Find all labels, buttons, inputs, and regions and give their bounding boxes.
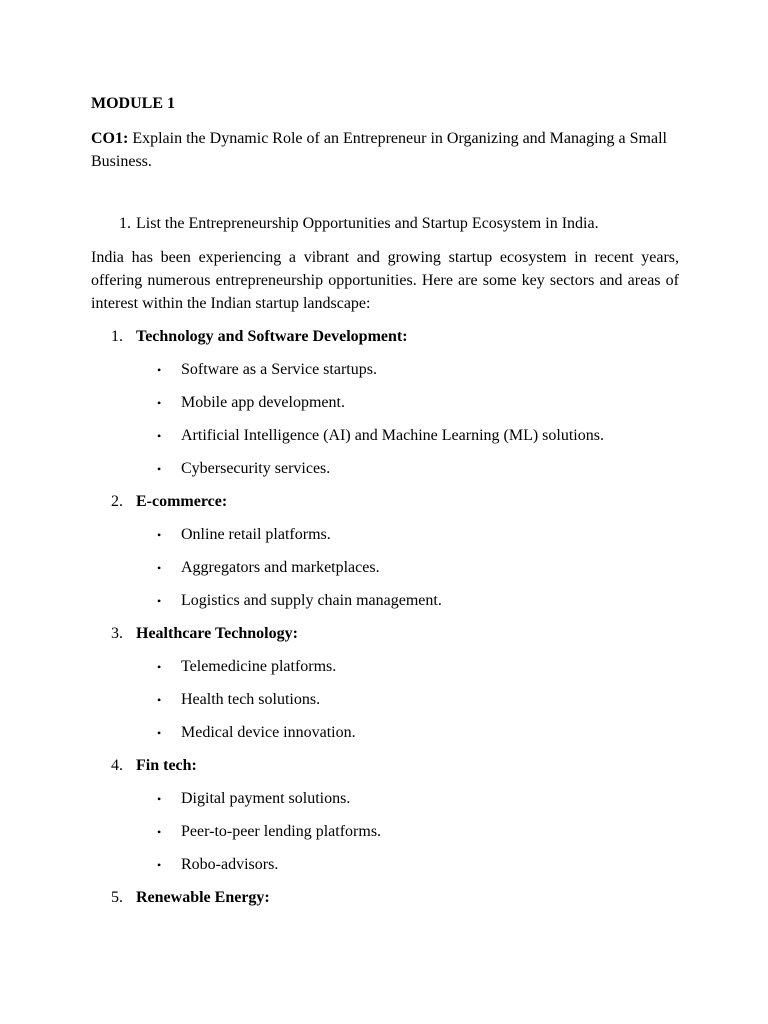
bullet-icon: • — [157, 825, 162, 839]
bullet-item — [91, 722, 679, 744]
bullet-text: Cybersecurity services. — [181, 460, 331, 477]
sector-bullet-list — [91, 524, 679, 612]
bullet-icon: • — [157, 561, 162, 575]
bullet-item — [91, 689, 679, 711]
bullet-text: Mobile app development. — [181, 394, 345, 411]
bullet-text: Logistics and supply chain management. — [181, 592, 442, 609]
bullet-item — [91, 656, 679, 678]
sector-bullet-list — [91, 359, 679, 480]
question-text: List the Entrepreneurship Opportunities and Startup Ecosystem in India. — [136, 215, 599, 232]
bullet-text: Online retail platforms. — [181, 526, 331, 543]
sector-item — [91, 326, 679, 480]
bullet-icon: • — [157, 858, 162, 872]
intro-paragraph: India has been experiencing a vibrant and growing startup ecosystem in recent years, offering numerous entrepreneurship opportunities. Here are some key sectors and areas of interest within the Indian startup landscape: — [91, 249, 679, 312]
sector-title: Renewable Energy: — [136, 889, 270, 906]
bullet-icon: • — [157, 792, 162, 806]
bullet-icon: • — [157, 462, 162, 476]
sector-number: 5. — [111, 889, 123, 906]
sector-heading — [91, 491, 679, 513]
bullet-text: Peer-to-peer lending platforms. — [181, 823, 382, 840]
bullet-item — [91, 590, 679, 612]
module-heading: MODULE 1 — [91, 95, 175, 112]
sector-item — [91, 491, 679, 612]
sector-heading — [91, 623, 679, 645]
question-heading — [91, 213, 679, 235]
bullet-text: Robo-advisors. — [181, 856, 279, 873]
document-page — [91, 93, 679, 909]
bullet-icon: • — [157, 429, 162, 443]
bullet-text: Software as a Service startups. — [181, 361, 377, 378]
bullet-text: Medical device innovation. — [181, 724, 356, 741]
sector-number: 2. — [111, 493, 123, 510]
bullet-item — [91, 392, 679, 414]
sector-item — [91, 623, 679, 744]
course-outcome-label: CO1: — [91, 130, 129, 147]
sector-title: Healthcare Technology: — [136, 625, 298, 642]
course-outcome-text: Explain the Dynamic Role of an Entrepreneur in Organizing and Managing a Small Business. — [91, 130, 667, 170]
bullet-item — [91, 821, 679, 843]
bullet-text: Aggregators and marketplaces. — [181, 559, 380, 576]
sector-number: 3. — [111, 625, 123, 642]
bullet-item — [91, 854, 679, 876]
sector-heading — [91, 326, 679, 348]
bullet-item — [91, 359, 679, 381]
bullet-item — [91, 788, 679, 810]
sector-title: Technology and Software Development: — [136, 328, 408, 345]
question-number: 1. — [119, 215, 131, 232]
sector-title: E-commerce: — [136, 493, 228, 510]
bullet-text: Artificial Intelligence (AI) and Machine Learning (ML) solutions. — [181, 427, 604, 444]
bullet-icon: • — [157, 693, 162, 707]
bullet-text: Health tech solutions. — [181, 691, 321, 708]
bullet-item — [91, 425, 679, 447]
sector-bullet-list — [91, 788, 679, 876]
bullet-icon: • — [157, 726, 162, 740]
sector-item — [91, 887, 679, 909]
sector-bullet-list — [91, 656, 679, 744]
bullet-icon: • — [157, 396, 162, 410]
sector-item — [91, 755, 679, 876]
bullet-icon: • — [157, 363, 162, 377]
bullet-item — [91, 557, 679, 579]
sector-heading — [91, 755, 679, 777]
bullet-text: Digital payment solutions. — [181, 790, 351, 807]
bullet-item — [91, 458, 679, 480]
sector-number: 1. — [111, 328, 123, 345]
bullet-icon: • — [157, 528, 162, 542]
course-outcome — [91, 127, 679, 173]
sector-list — [91, 326, 679, 909]
sector-number: 4. — [111, 757, 123, 774]
bullet-icon: • — [157, 660, 162, 674]
sector-heading — [91, 887, 679, 909]
bullet-item — [91, 524, 679, 546]
bullet-icon: • — [157, 594, 162, 608]
sector-title: Fin tech: — [136, 757, 197, 774]
bullet-text: Telemedicine platforms. — [181, 658, 337, 675]
